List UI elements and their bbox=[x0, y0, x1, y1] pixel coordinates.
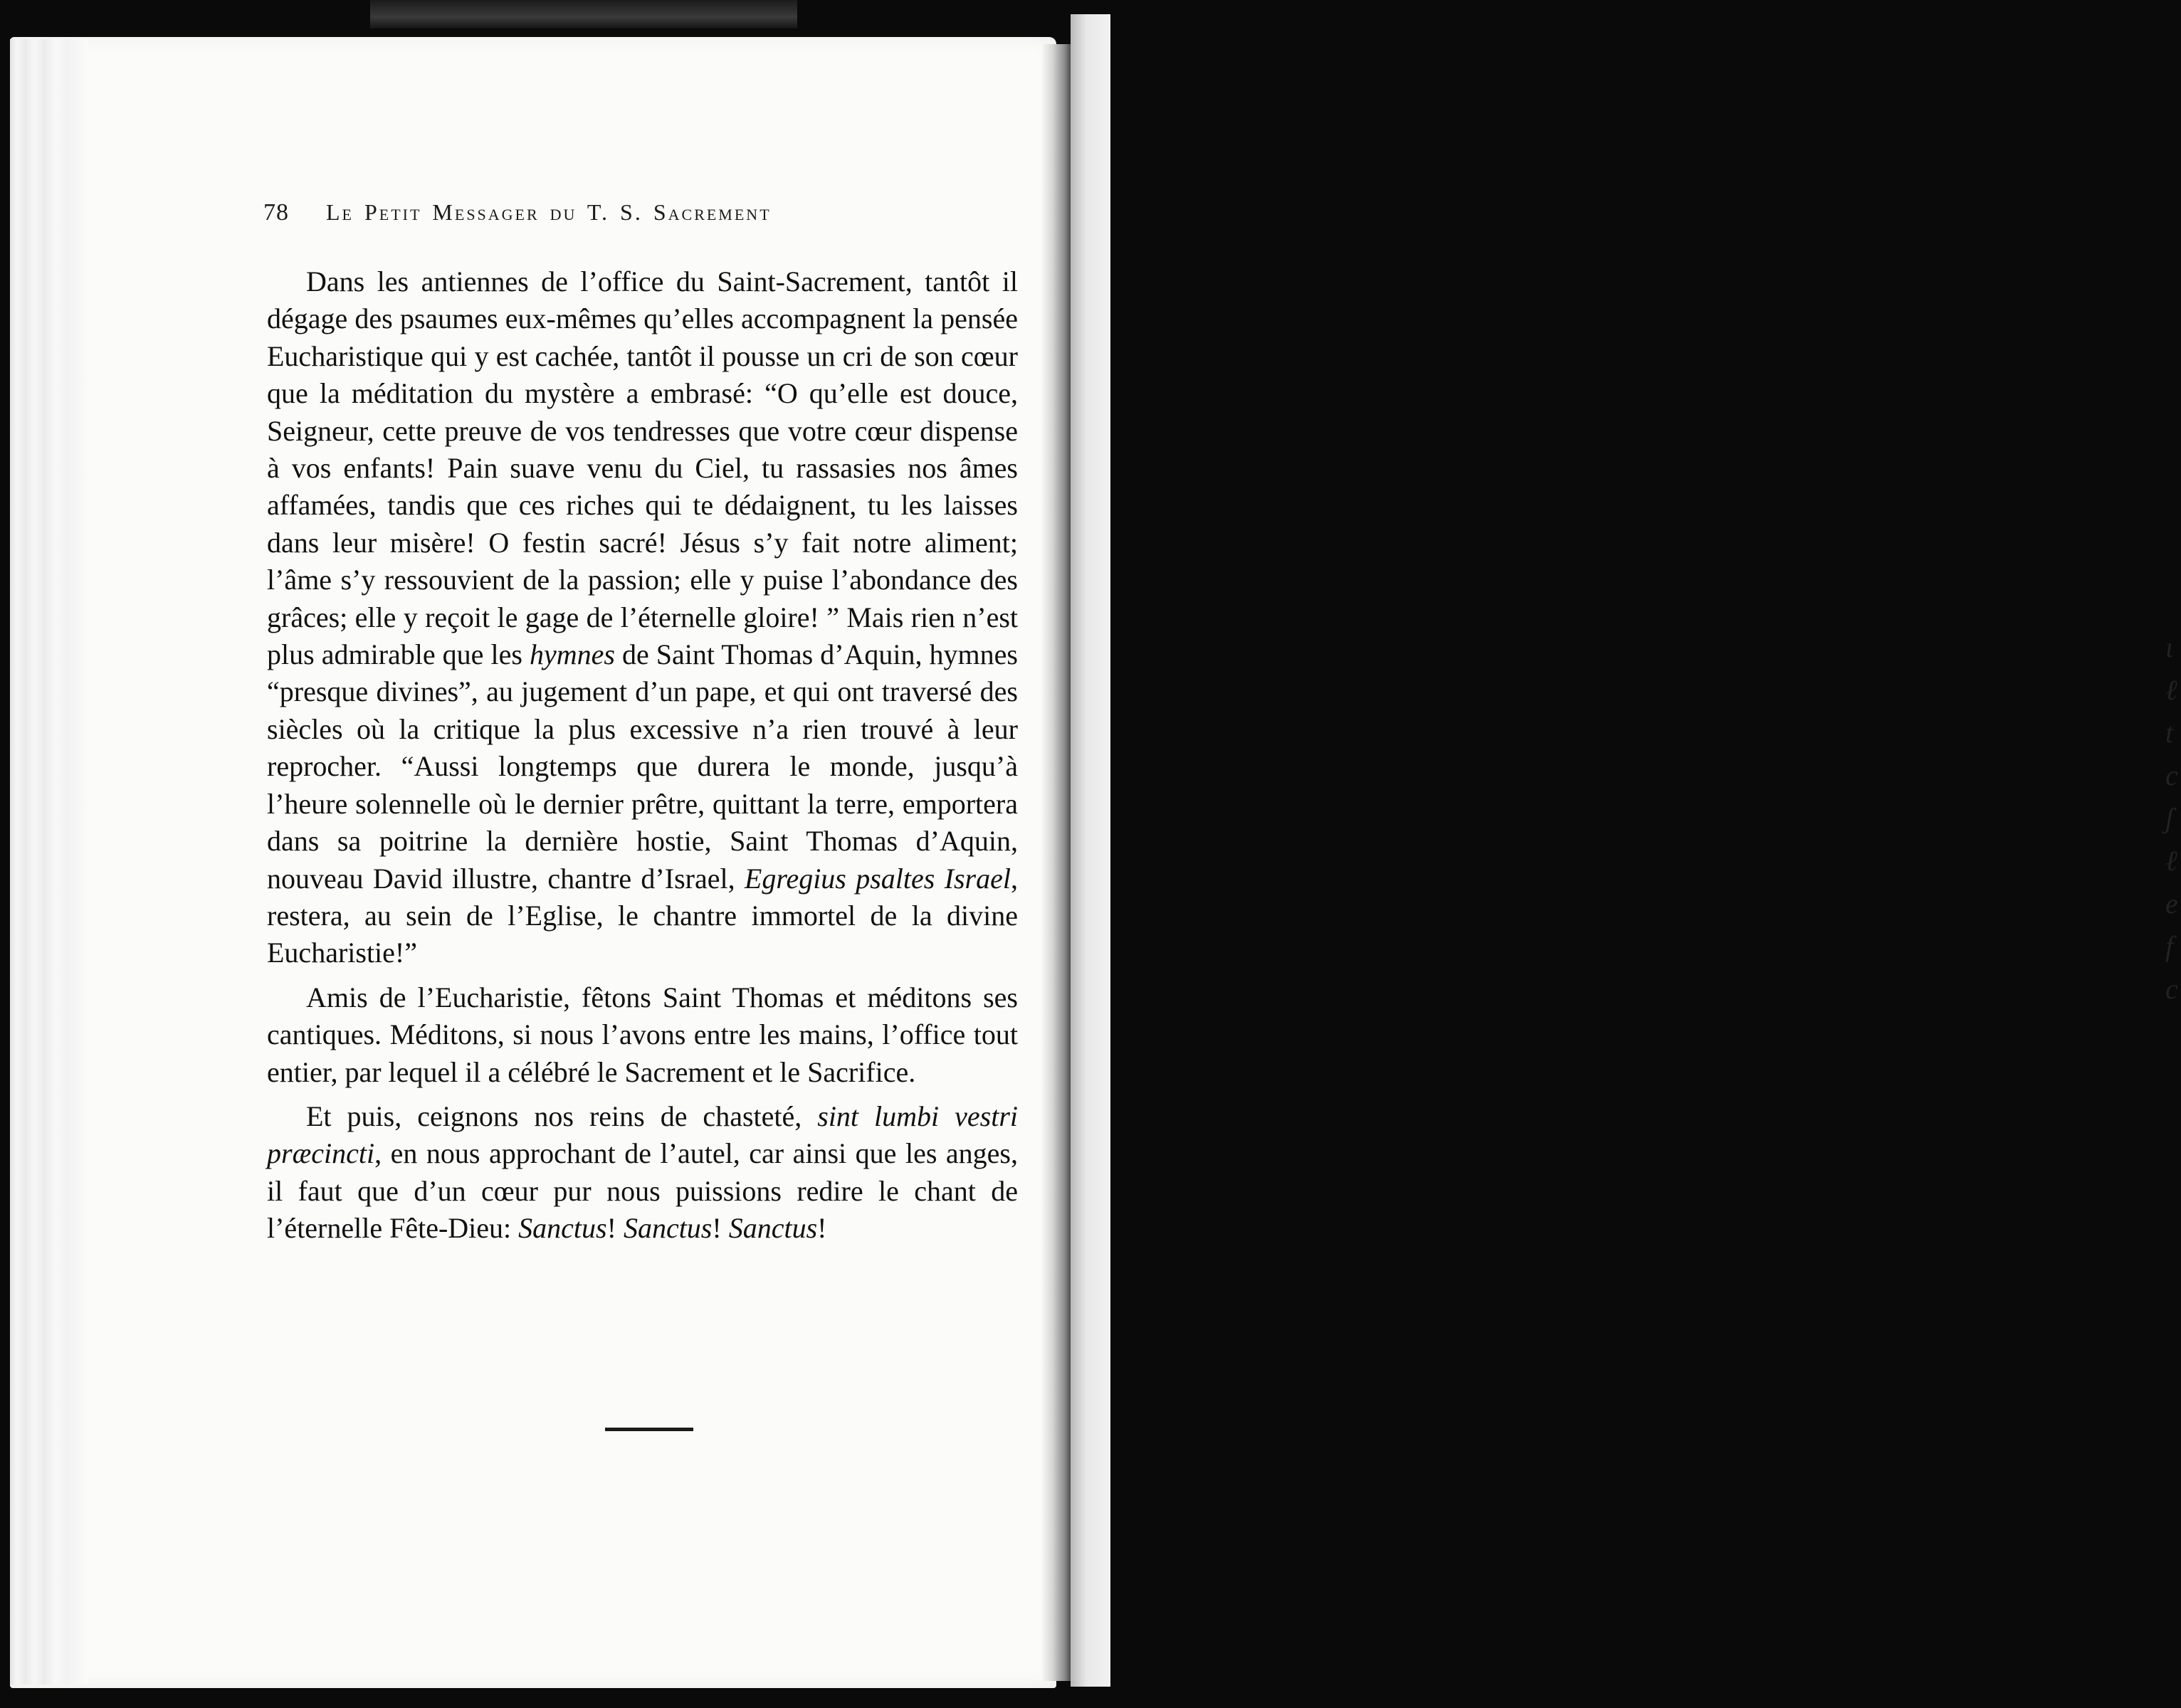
italic-text: Egregius psaltes Israel bbox=[744, 862, 1011, 895]
italic-text: Sanctus bbox=[518, 1212, 607, 1245]
text-run: ! bbox=[606, 1212, 624, 1245]
scanner-shadow bbox=[370, 0, 797, 28]
text-run: ! bbox=[712, 1212, 729, 1245]
text-run: ! bbox=[817, 1212, 827, 1245]
page-stack-edge bbox=[10, 39, 88, 1685]
page-number: 78 bbox=[263, 199, 289, 226]
italic-text: hymnes bbox=[529, 638, 615, 671]
facing-page-letter: t bbox=[2165, 717, 2174, 749]
text-run: Amis de l’Eucharistie, fêtons Saint Thomas et méditons ses cantiques. Méditons, si nous l’avons entre les mains, l’office tout entier, par lequel il a célébré le Sacrement et le Sacrifice. bbox=[267, 981, 1018, 1088]
running-head bbox=[263, 199, 890, 226]
text-run: , en nous approchant de l’autel, car ainsi que les anges, il faut que d’un cœur pur nous puissions redire le chant de l’éternelle Fête-Dieu: bbox=[267, 1137, 1018, 1245]
italic-text: Sanctus bbox=[728, 1212, 818, 1245]
paragraph bbox=[267, 263, 1018, 972]
text-run: Dans les antiennes de l’office du Saint-Sacrement, tantôt il dégage des psaumes eux-mêmes qu’elles accompagnent la pensée Eucharistique qui y est cachée, tantôt il pousse un cri de son cœur que la méditation du mystère a embrasé: “O qu’elle est douce, Seigneur, cette preuve de vos tendresses que votre cœur dispense à vos enfants! Pain suave venu du Ciel, tu rassasies nos âmes affamées, tandis que ces riches qui te dédaignent, tu les laisses dans leur misère! O festin sacré! Jésus s’y fait notre aliment; l’âme s’y ressouvient de la passion; elle y puise l’abondance des grâces; elle y reçoit le gage de l’éternelle gloire! ” Mais rien n’est plus admirable que les bbox=[267, 265, 1018, 671]
facing-page-letter: e bbox=[2165, 887, 2178, 919]
text-run: , restera, au sein de l’Eglise, le chantre immortel de la divine Eucharistie!” bbox=[267, 862, 1018, 969]
facing-page-letter: f bbox=[2165, 930, 2174, 962]
facing-page-letter: ʃ bbox=[2165, 802, 2174, 834]
italic-text: sint lumbi vestri præcincti bbox=[267, 1100, 1019, 1170]
italic-text: Sanctus bbox=[623, 1212, 713, 1245]
facing-page-letter: ℓ bbox=[2165, 845, 2177, 877]
facing-page-text-fragments bbox=[2165, 626, 2181, 1011]
facing-page-letter: c bbox=[2165, 759, 2178, 791]
book-gutter bbox=[1041, 44, 1071, 1681]
running-title: Le Petit Messager du T. S. Sacrement bbox=[326, 199, 772, 225]
facing-page-letter: c bbox=[2165, 973, 2178, 1005]
body-text bbox=[267, 263, 1018, 1248]
text-run: de Saint Thomas d’Aquin, hymnes “presque divines”, au jugement d’un pape, et qui ont traversé des siècles où la critique la plus excessive n’a rien trouvé à leur reprocher. “Aussi longtemps que durera le monde, jusqu’à l’heure solennelle où le dernier prêtre, quittant la terre, emportera dans sa poitrine la dernière hostie, Saint Thomas d’Aquin, nouveau David illustre, chantre d’Israel, bbox=[267, 638, 1018, 895]
text-run: Et puis, ceignons nos reins de chasteté, bbox=[306, 1100, 818, 1132]
paragraph bbox=[267, 1098, 1018, 1248]
facing-page-letter: ɩ bbox=[2165, 631, 2174, 663]
paragraph bbox=[267, 979, 1018, 1091]
facing-page-edge bbox=[1071, 14, 2178, 1687]
section-end-rule bbox=[605, 1428, 693, 1431]
facing-page-letter: ℓ bbox=[2165, 674, 2177, 706]
